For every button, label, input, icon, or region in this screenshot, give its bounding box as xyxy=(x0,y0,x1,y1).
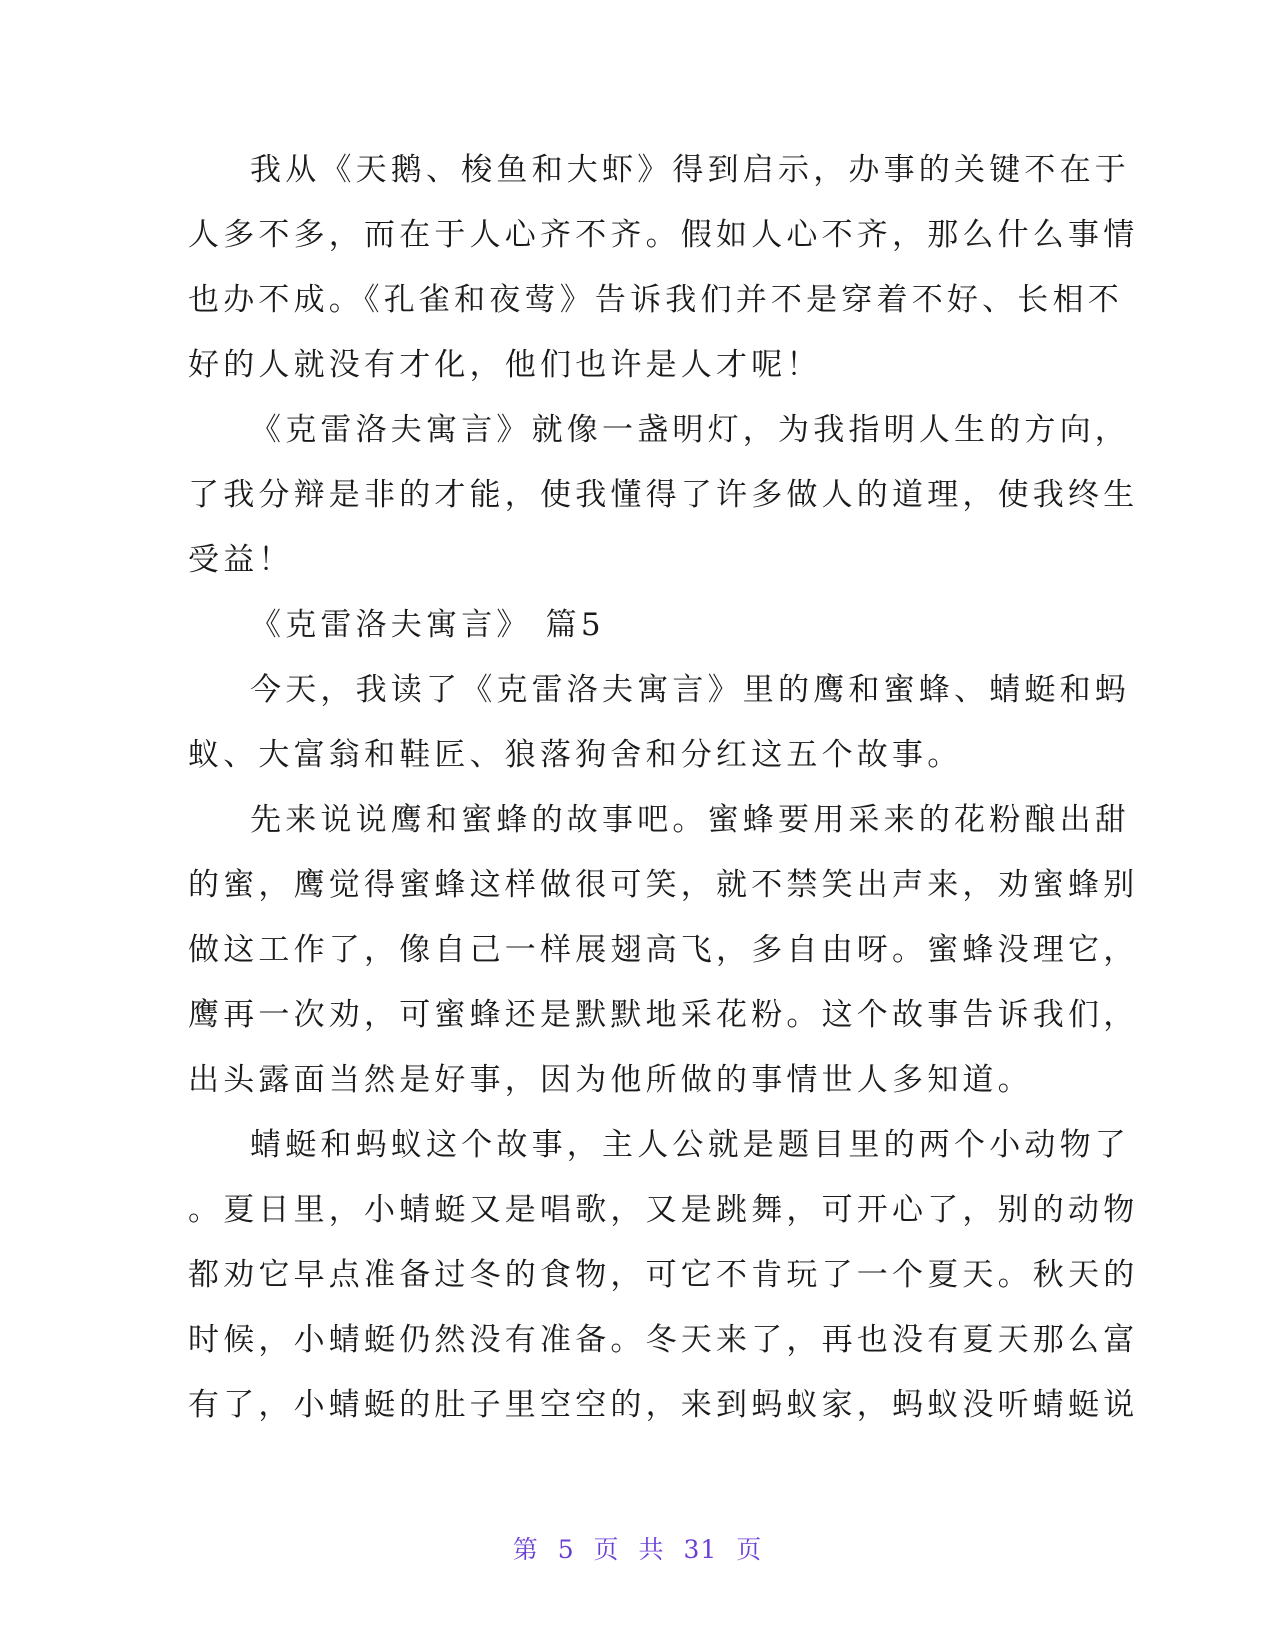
footer-total-pages: 31 xyxy=(683,1535,718,1564)
text-line: 《克雷洛夫寓言》就像一盏明灯，为我指明人生的方向， xyxy=(250,412,1130,448)
text-line: 都劝它早点准备过冬的食物，可它不肯玩了一个夏天。秋天的 xyxy=(188,1257,1139,1293)
text-line: 的蜜，鹰觉得蜜蜂这样做很可笑，就不禁笑出声来，劝蜜蜂别 xyxy=(188,867,1139,903)
text-line: 好的人就没有才化，他们也许是人才呢！ xyxy=(188,347,822,383)
section-heading: 《克雷洛夫寓言》 篇5 xyxy=(250,607,605,643)
text-line: 先来说说鹰和蜜蜂的故事吧。蜜蜂要用采来的花粉酿出甜 xyxy=(250,802,1130,838)
text-line: 。夏日里，小蜻蜓又是唱歌，又是跳舞，可开心了，别的动物 xyxy=(188,1192,1139,1228)
text-line: 出头露面当然是好事，因为他所做的事情世人多知道。 xyxy=(188,1062,1033,1098)
text-line: 人多不多，而在于人心齐不齐。假如人心不齐，那么什么事情 xyxy=(188,217,1139,253)
footer-page-number: 5 xyxy=(557,1535,575,1564)
text-line: 蚁、大富翁和鞋匠、狼落狗舍和分红这五个故事。 xyxy=(188,737,963,773)
text-line: 有了，小蜻蜓的肚子里空空的，来到蚂蚁家，蚂蚁没听蜻蜓说 xyxy=(188,1387,1139,1423)
footer-ye: 页 xyxy=(593,1535,620,1564)
text-line: 了我分辩是非的才能，使我懂得了许多做人的道理，使我终生 xyxy=(188,477,1139,513)
page-footer xyxy=(0,1530,1275,1566)
text-line: 也办不成。《孔雀和夜莺》告诉我们并不是穿着不好、长相不 xyxy=(188,282,1123,318)
text-line: 蜻蜓和蚂蚁这个故事，主人公就是题目里的两个小动物了 xyxy=(250,1127,1130,1163)
footer-ye-2: 页 xyxy=(736,1535,763,1564)
text-line: 时候，小蜻蜓仍然没有准备。冬天来了，再也没有夏天那么富 xyxy=(188,1322,1139,1358)
text-line: 鹰再一次劝，可蜜蜂还是默默地采花粉。这个故事告诉我们， xyxy=(188,997,1139,1033)
document-body xyxy=(188,138,1139,1438)
footer-gong: 共 xyxy=(638,1535,665,1564)
text-line: 今天，我读了《克雷洛夫寓言》里的鹰和蜜蜂、蜻蜓和蚂 xyxy=(250,672,1130,708)
text-line: 做这工作了，像自己一样展翅高飞，多自由呀。蜜蜂没理它， xyxy=(188,932,1139,968)
footer-di: 第 xyxy=(512,1535,539,1564)
text-line: 受益！ xyxy=(188,542,294,578)
text-line: 我从《天鹅、梭鱼和大虾》得到启示，办事的关键不在于 xyxy=(250,152,1130,188)
